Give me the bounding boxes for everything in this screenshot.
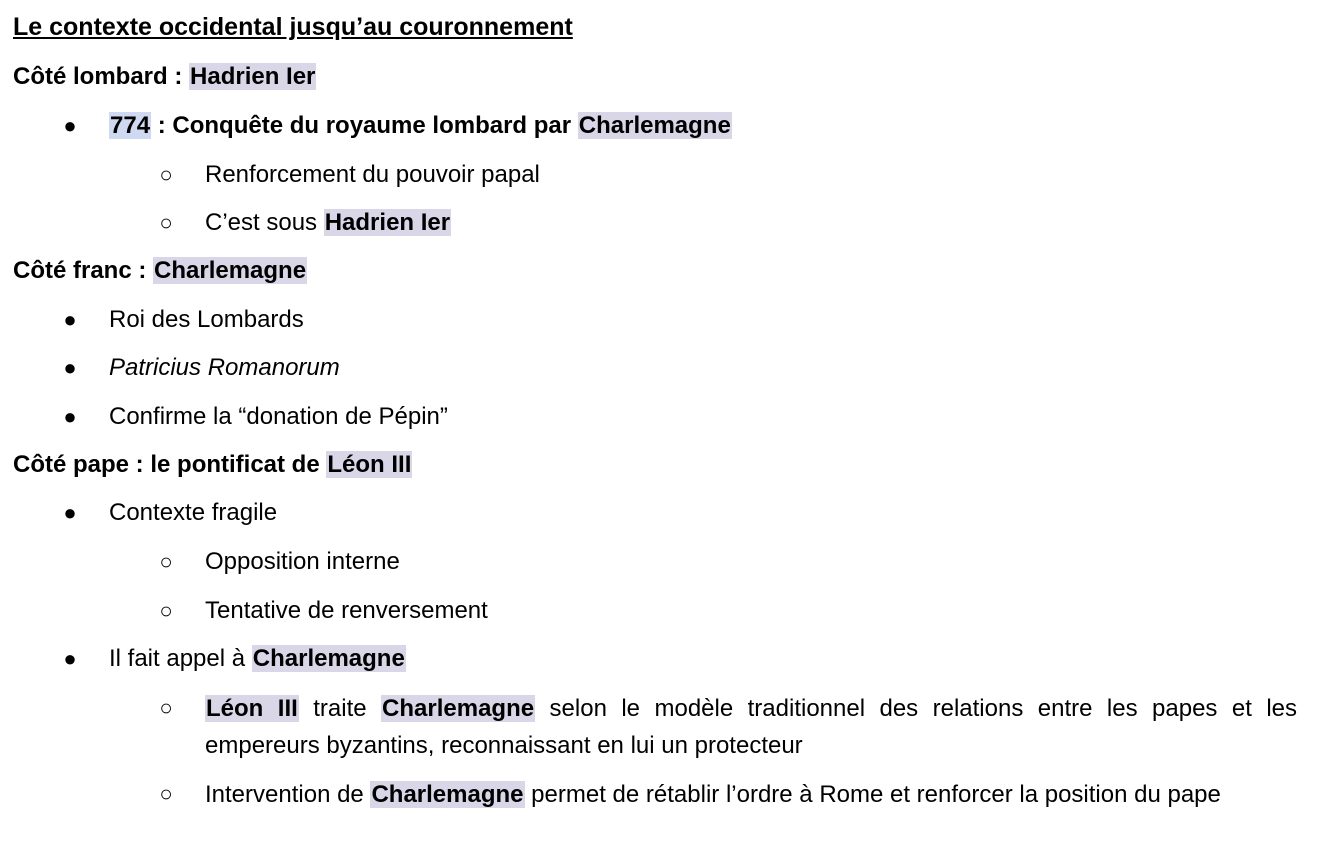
sub-list-item-label: traite — [298, 695, 382, 722]
person-name-highlight: Charlemagne — [154, 257, 307, 284]
person-name-highlight: Hadrien Ier — [324, 209, 451, 236]
filled-circle-bullet-icon: ● — [63, 113, 77, 138]
person-name-highlight: Charlemagne — [578, 112, 731, 139]
filled-circle-bullet-icon: ● — [63, 646, 77, 671]
person-name-highlight: Charlemagne — [382, 695, 535, 722]
hollow-circle-bullet-icon: ○ — [159, 162, 173, 187]
heading-label: Côté lombard : — [13, 63, 190, 90]
sub-list-item-text: Tentative de renversement — [205, 597, 488, 624]
sub-list-item-text — [205, 776, 1297, 813]
hollow-circle-bullet-icon: ○ — [159, 210, 173, 235]
list-item-label: : Conquête du royaume lombard par — [151, 112, 578, 139]
filled-circle-bullet-icon: ● — [63, 355, 77, 380]
filled-circle-bullet-icon: ● — [63, 500, 77, 525]
person-name-highlight: Charlemagne — [371, 781, 524, 808]
heading-label: Côté pape : le pontificat de — [13, 451, 327, 478]
sub-list-item-label: C’est sous — [205, 209, 324, 236]
list-item-text: Patricius Romanorum — [109, 354, 340, 381]
section-heading-franc — [13, 253, 307, 289]
heading-label: Côté franc : — [13, 257, 154, 284]
filled-circle-bullet-icon: ● — [63, 307, 77, 332]
hollow-circle-bullet-icon: ○ — [159, 781, 173, 806]
sub-list-item-text: Opposition interne — [205, 548, 400, 575]
sub-list-item-text — [205, 205, 451, 241]
document-title: Le contexte occidental jusqu’au couronnement — [13, 13, 573, 41]
list-item-text — [109, 108, 732, 144]
sub-list-item — [13, 690, 1297, 766]
sub-list-item-label: selon le modèle traditionnel des relations entre les papes et les empereurs byzantins, reconnaissant en lui un protecteur — [205, 695, 1298, 759]
section-heading-pape — [13, 447, 412, 483]
person-name-highlight: Hadrien Ier — [190, 63, 316, 90]
list-item-text: Roi des Lombards — [109, 306, 304, 333]
sub-list-item-label: permet de rétablir l’ordre à Rome et renforcer la position du pape — [524, 781, 1221, 808]
sub-list-item-text — [205, 690, 1297, 764]
sub-list-item-text: Renforcement du pouvoir papal — [205, 161, 540, 188]
person-name-highlight: Léon III — [206, 695, 298, 722]
person-name-highlight: Charlemagne — [252, 645, 405, 672]
hollow-circle-bullet-icon: ○ — [159, 598, 173, 623]
list-item-text: Contexte fragile — [109, 499, 278, 526]
sub-list-item — [13, 776, 1297, 852]
person-name-highlight: Léon III — [327, 451, 412, 478]
list-item-label: Il fait appel à — [109, 645, 252, 672]
filled-circle-bullet-icon: ● — [63, 404, 77, 429]
section-heading-lombard — [13, 59, 316, 95]
sub-list-item-label: Intervention de — [205, 781, 371, 808]
date-highlight: 774 — [110, 112, 151, 139]
list-item-text — [109, 641, 406, 677]
list-item-text: Confirme la “donation de Pépin” — [109, 403, 448, 430]
hollow-circle-bullet-icon: ○ — [159, 549, 173, 574]
hollow-circle-bullet-icon: ○ — [159, 695, 173, 720]
